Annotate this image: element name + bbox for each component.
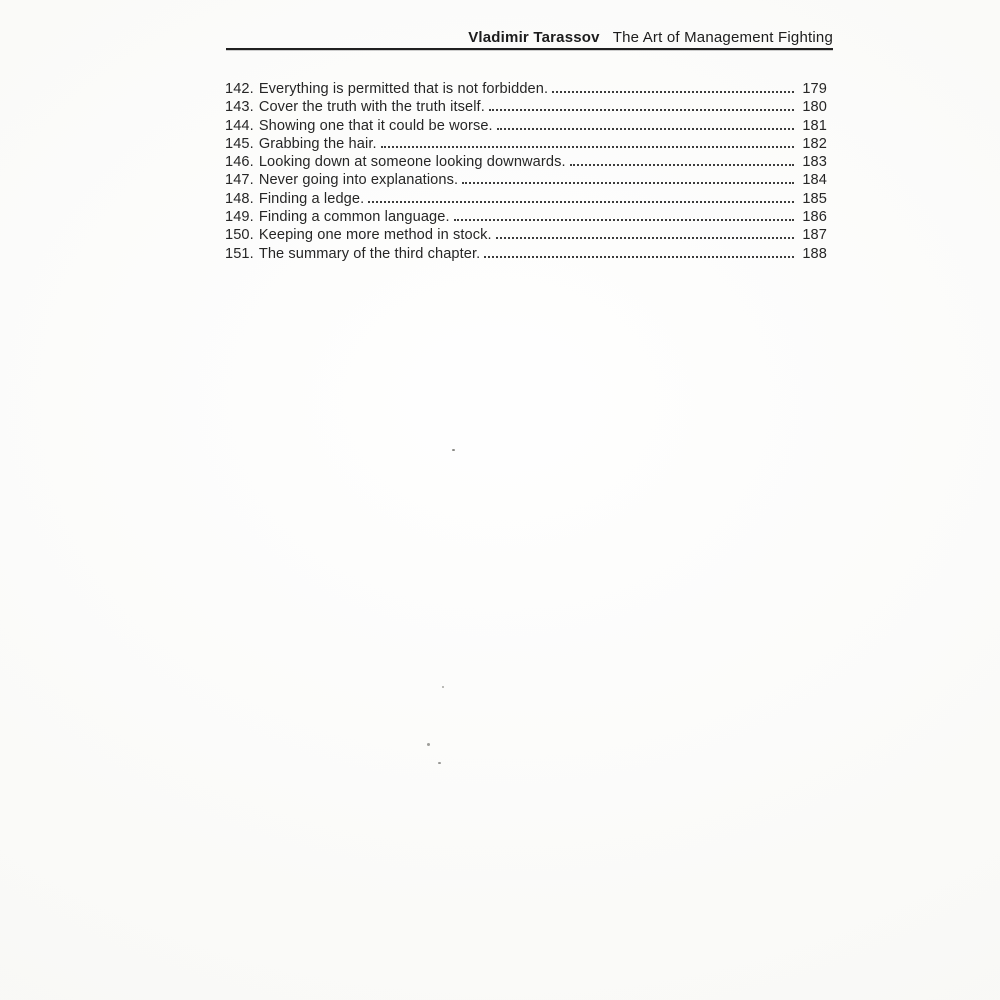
toc-entry (225, 209, 827, 227)
toc-entry (225, 154, 827, 172)
toc-entry-number: 142. (225, 81, 254, 97)
toc-entry-number: 149. (225, 209, 254, 226)
toc-entry-number: 148. (225, 190, 254, 207)
toc-entry-page: 184 (802, 172, 827, 189)
toc-leader-dots (496, 237, 794, 239)
toc-entry-page: 181 (802, 117, 827, 134)
toc-entry (225, 246, 827, 264)
scan-dust-speck (442, 686, 444, 688)
toc-entry (225, 191, 827, 209)
toc-entry-title: Cover the truth with the truth itself. (258, 99, 485, 116)
table-of-contents (225, 81, 827, 264)
toc-entry (225, 227, 827, 245)
toc-leader-dots (489, 109, 794, 111)
toc-entry-page: 186 (802, 209, 827, 226)
toc-entry-page: 183 (802, 154, 827, 171)
toc-entry (225, 172, 827, 190)
toc-leader-dots (381, 146, 794, 148)
toc-entry-title: Finding a ledge. (258, 190, 365, 207)
toc-entry (225, 81, 827, 99)
toc-entry-page: 188 (802, 245, 827, 262)
toc-entry-number: 146. (225, 154, 254, 171)
toc-entry-number: 145. (225, 135, 254, 152)
toc-entry-page: 179 (802, 81, 827, 97)
toc-leader-dots (462, 182, 794, 184)
toc-leader-dots (484, 256, 794, 258)
toc-entry-title: Grabbing the hair. (258, 135, 377, 152)
toc-entry-number: 151. (225, 245, 254, 262)
toc-leader-dots (368, 201, 794, 203)
scan-dust-speck (452, 449, 455, 451)
toc-entry-number: 147. (225, 172, 254, 189)
toc-entry-title: Showing one that it could be worse. (258, 117, 493, 134)
running-header (226, 29, 833, 46)
toc-leader-dots (570, 164, 794, 166)
toc-entry (225, 136, 827, 154)
toc-entry-page: 182 (802, 135, 827, 152)
toc-entry-title: The summary of the third chapter. (258, 245, 481, 262)
header-rule-line (226, 48, 833, 50)
toc-leader-dots (497, 128, 794, 130)
toc-entry-title: Never going into explanations. (258, 172, 459, 189)
toc-leader-dots (552, 91, 794, 93)
toc-entry-page: 185 (802, 190, 827, 207)
toc-entry-number: 150. (225, 227, 254, 244)
toc-entry-number: 143. (225, 99, 254, 116)
toc-entry (225, 118, 827, 136)
header-author: Vladimir Tarassov (468, 29, 600, 46)
toc-leader-dots (454, 219, 794, 221)
toc-entry-number: 144. (225, 117, 254, 134)
toc-entry-title: Everything is permitted that is not forbidden. (258, 81, 549, 97)
scan-dust-speck (427, 743, 430, 746)
toc-entry-title: Finding a common language. (258, 209, 450, 226)
toc-entry (225, 99, 827, 117)
scan-dust-speck (438, 762, 441, 764)
toc-entry-title: Keeping one more method in stock. (258, 227, 492, 244)
toc-entry-title: Looking down at someone looking downwards. (258, 154, 566, 171)
toc-entry-page: 187 (802, 227, 827, 244)
header-book-title: The Art of Management Fighting (612, 29, 833, 46)
toc-entry-page: 180 (802, 99, 827, 116)
